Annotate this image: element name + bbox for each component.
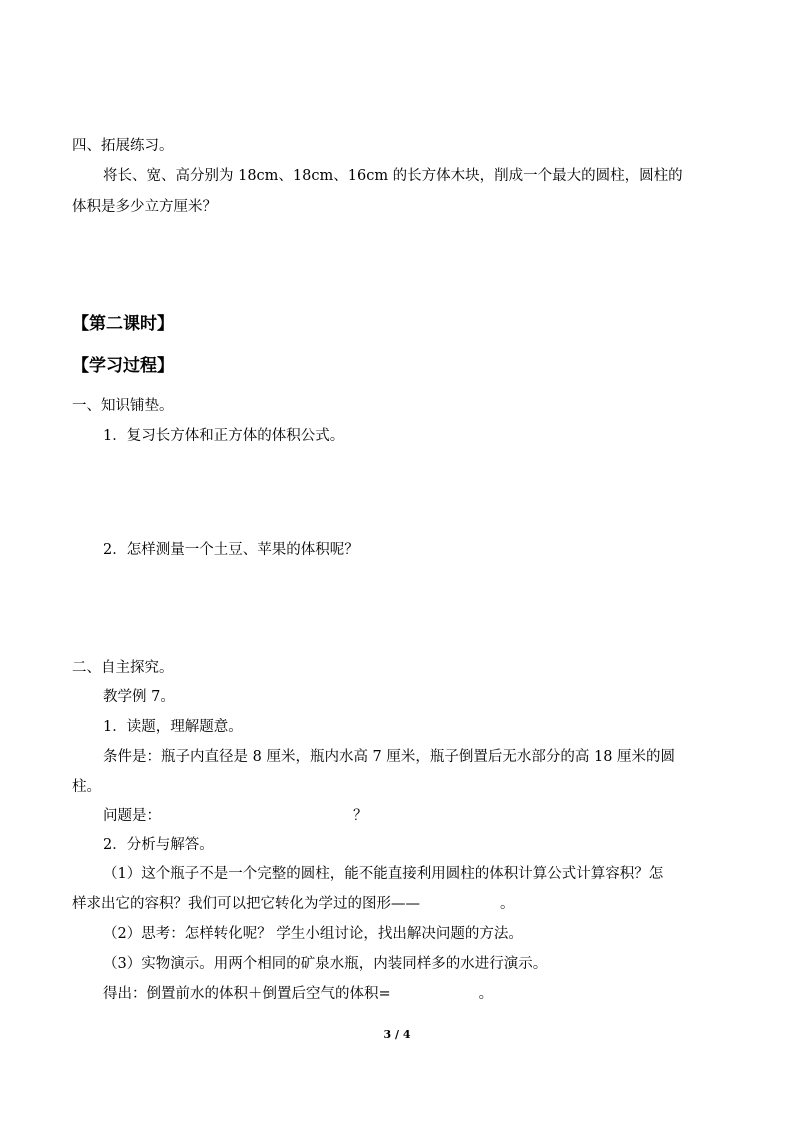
sub-step-1-line-1: （1）这个瓶子不是一个完整的圆柱，能不能直接利用圆柱的体积计算公式计算容积？怎	[103, 866, 664, 882]
conclusion-end: 。	[478, 986, 494, 1002]
conclusion-text: 得出：倒置前水的体积＋倒置后空气的体积=	[103, 986, 391, 1002]
page-number: 3 / 4	[383, 1028, 411, 1041]
sub-step-1-line-2-text: 样求出它的容积？我们可以把它转化为学过的图形——	[72, 896, 420, 912]
foundation-heading: 一、知识铺垫。	[72, 398, 174, 414]
step-2: 2．分析与解答。	[103, 837, 214, 853]
foundation-item-2: 2．怎样测量一个土豆、苹果的体积呢？	[103, 542, 359, 558]
sub-step-1-line-2-end: 。	[500, 896, 515, 912]
sub-step-1-line-2	[72, 894, 515, 914]
condition-line-1: 条件是：瓶子内直径是 8 厘米，瓶内水高 7 厘米，瓶子倒置后无水部分的高 18 厘米的圆	[103, 749, 676, 765]
foundation-item-1: 1．复习长方体和正方体的体积公式。	[103, 428, 345, 444]
conclusion-line	[103, 984, 493, 1004]
extension-heading: 四、拓展练习。	[72, 138, 174, 154]
extension-problem-line2: 体积是多少立方厘米？	[72, 199, 217, 215]
explore-heading: 二、自主探究。	[72, 660, 174, 676]
question-label: 问题是：	[103, 808, 161, 824]
extension-problem-line1: 将长、宽、高分别为 18cm、18cm、16cm 的长方体木块，削成一个最大的圆柱，圆柱的	[103, 168, 683, 184]
example-label: 教学例 7。	[103, 689, 175, 705]
step-1: 1．读题，理解题意。	[103, 719, 243, 735]
condition-line-2: 柱。	[72, 779, 101, 795]
question-mark: ？	[353, 808, 368, 824]
sub-step-2: （2）思考：怎样转化呢？ 学生小组讨论，找出解决问题的方法。	[103, 926, 523, 942]
lesson2-title: 【第二课时】	[72, 314, 174, 334]
sub-step-3: （3）实物演示。用两个相同的矿泉水瓶，内装同样多的水进行演示。	[103, 956, 548, 972]
learning-process-title: 【学习过程】	[72, 356, 174, 376]
